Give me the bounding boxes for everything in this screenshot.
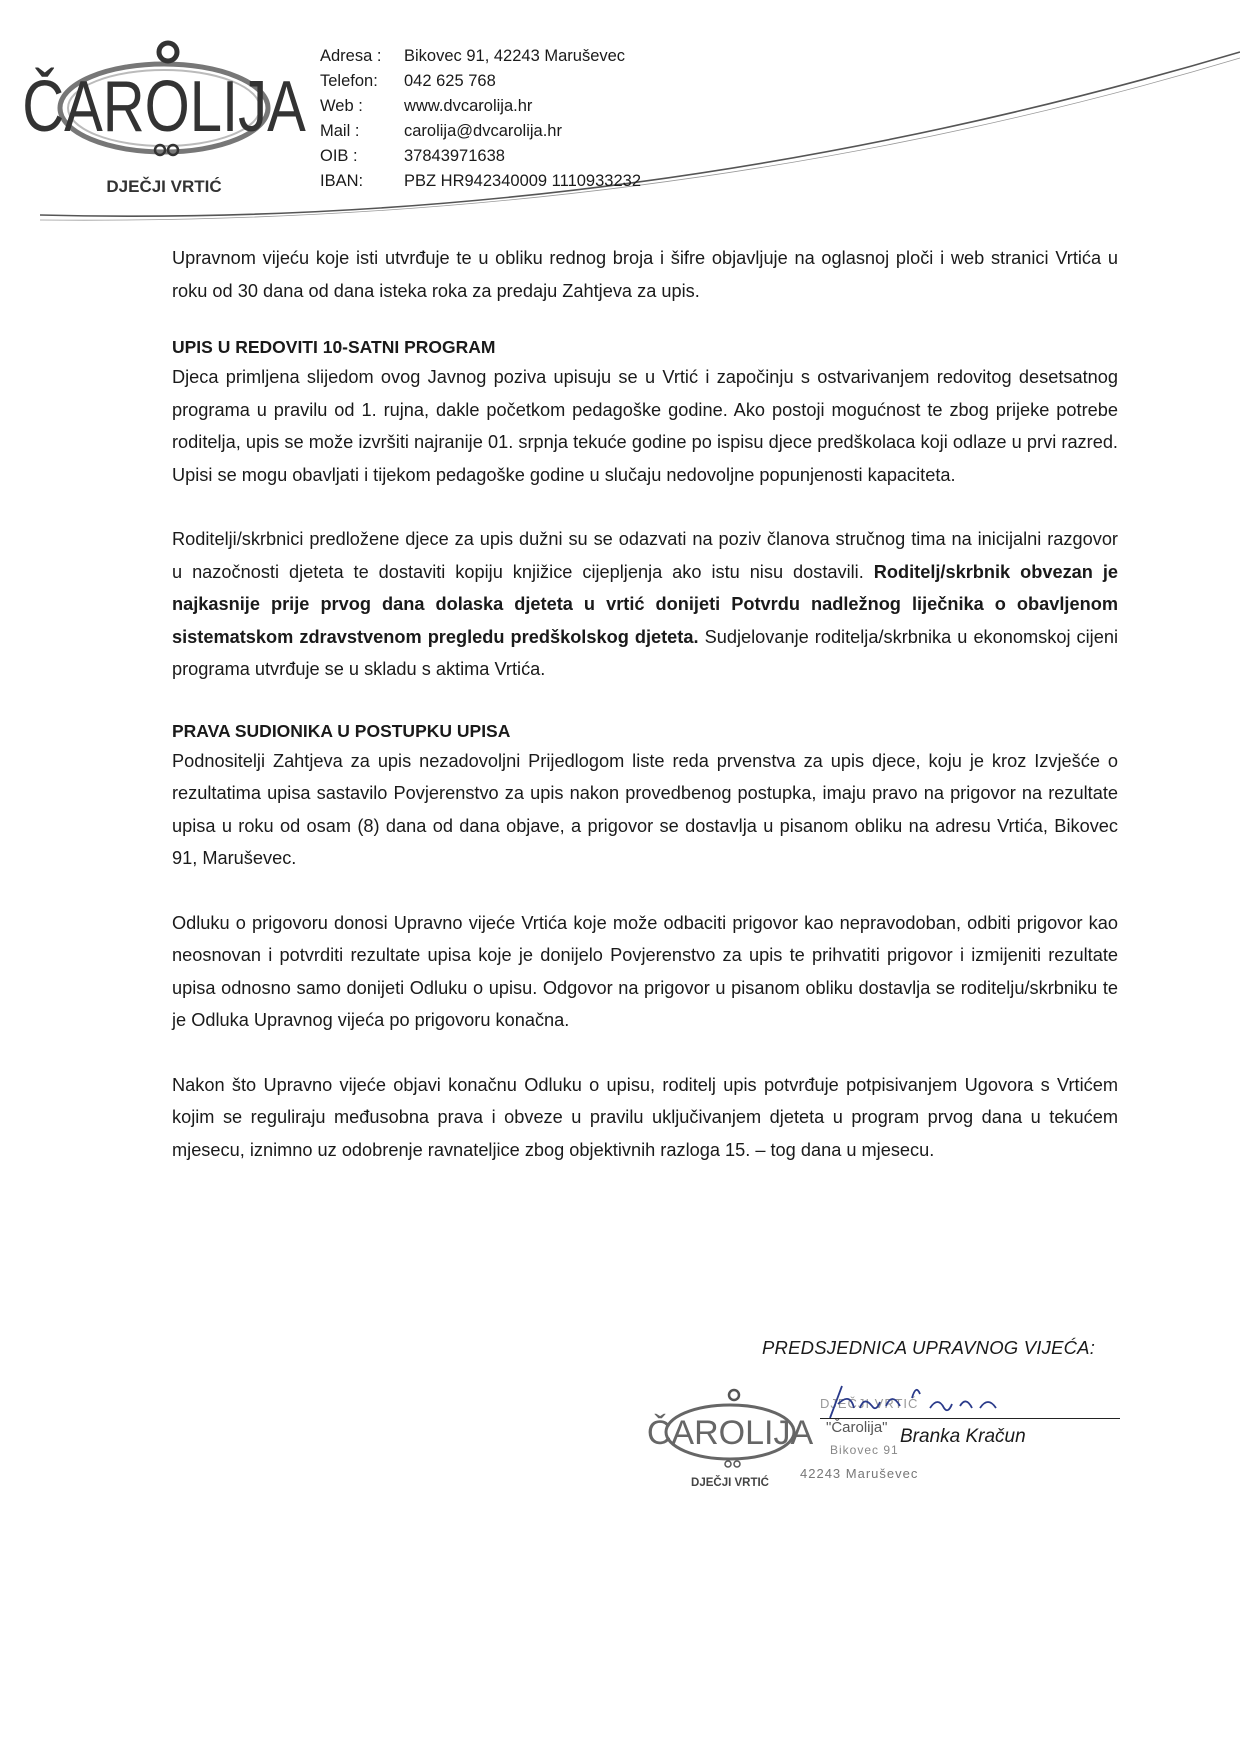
program-paragraph-2-start: Roditelji/skrbnici predložene djece za upis dužni su se odazvati na poziv članova stručnog tima na inicijalni razgovor u nazočnosti djeteta te dostaviti kopiju knjižice cijepljenja ako istu nisu dostavili.	[172, 529, 1118, 582]
contact-row-iban: IBAN: PBZ HR942340009 1110933232	[320, 172, 641, 190]
svg-text:ČAROLIJA: ČAROLIJA	[646, 1414, 814, 1452]
program-paragraph-2	[172, 523, 1118, 686]
program-paragraph-2-bold: Roditelj/skrbnik obvezan je najkasnije prije prvog dana dolaska djeteta u vrtić donijeti Potvrdu nadležnog liječnika o obavljenom sistematskom zdravstvenom pregledu predškolskog djeteta.	[172, 561, 1118, 647]
contact-row-web: Web : www.dvcarolija.hr	[320, 97, 533, 115]
program-paragraph-2-end: Sudjelovanje roditelja/skrbnika u ekonomskoj cijeni programa utvrđuje se u skladu s aktima Vrtića.	[172, 626, 1118, 679]
section-heading-rights: PRAVA SUDIONIKA U POSTUPKU UPISA	[172, 720, 511, 741]
signer-name: Branka Kračun	[900, 1426, 1026, 1447]
logo	[22, 40, 306, 205]
rights-paragraph-2: Odluku o prigovoru donosi Upravno vijeće Vrtića koje može odbaciti prigovor kao nepravodoban, odbiti prigovor kao neosnovan i potvrditi rezultate upisa koje je donijelo Povjerenstvo za upis te prihvatiti prigovor i izmijeniti rezultate upisa odnosno samo donijeti Odluku o upisu. Odgovor na prigovor u pisanom obliku dostavlja se roditelju/skrbniku te je Odluka Upravnog vijeća po prigovoru konačna.	[172, 912, 1118, 1030]
section-heading-program: UPIS U REDOVITI 10-SATNI PROGRAM	[172, 337, 496, 357]
rights-paragraph-3: Nakon što Upravno vijeće objavi konačnu Odluku o upisu, roditelj upis potvrđuje potpisivanjem Ugovora s Vrtićem kojim se reguliraju međusobna prava i obveze u pravilu uključivanjem djeteta u program prvog dana u tekućem mjesecu, iznimno uz odobrenje ravnateljice zbog objektivnih razloga 15. – tog dana u mjesecu.	[172, 1074, 1118, 1160]
contact-block	[320, 44, 641, 194]
contact-row-oib: OIB : 37843971638	[320, 147, 505, 165]
svg-text:42243 Maruševec: 42243 Maruševec	[800, 1466, 919, 1481]
svg-text:DJEČJI VRTIĆ: DJEČJI VRTIĆ	[691, 1477, 769, 1489]
intro-paragraph: Upravnom vijeću koje isti utvrđuje te u obliku rednog broja i šifre objavljuje na oglasnoj ploči i web stranici Vrtića u roku od 30 dana od dana isteka roka za predaju Zahtjeva za upis.	[172, 248, 1118, 301]
rights-paragraph-1: Podnositelji Zahtjeva za upis nezadovoljni Prijedlogom liste reda prvenstva za upis djece, koju je kroz Izvješće o rezultatima upisa sastavilo Povjerenstvo za upis nakon provedbenog postupka, imaju pravo na prigovor na rezultate upisa u roku od osam (8) dana od dana objave, a prigovor se dostavlja u pisanom obliku na adresu Vrtića, Bikovec 91, Maruševec.	[172, 750, 1118, 868]
contact-row-mail: Mail : carolija@dvcarolija.hr	[320, 122, 562, 140]
program-paragraph-1: Djeca primljena slijedom ovog Javnog poziva upisuju se u Vrtić i započinju s ostvarivanjem redovitog desetsatnog programa u pravilu od 1. rujna, dakle početkom pedagoške godine. Ako postoji mogućnost te zbog prijeke potrebe roditelja, upis se može izvršiti najranije 01. srpnja tekuće godine po ispisu djece predškolaca koji odlaze u prvi razred. Upisi se mogu obavljati i tijekom pedagoške godine u slučaju nedovoljne popunjenosti kapaciteta.	[172, 367, 1118, 485]
svg-text:DJEČJI VRTIĆ: DJEČJI VRTIĆ	[820, 1396, 919, 1411]
signature-title: PREDSJEDNICA UPRAVNOG VIJEĆA:	[762, 1337, 1096, 1358]
contact-row-phone: Telefon: 042 625 768	[320, 72, 496, 90]
contact-row-address: Adresa : Bikovec 91, 42243 Maruševec	[320, 47, 626, 65]
svg-text:DJEČJI VRTIĆ: DJEČJI VRTIĆ	[106, 177, 222, 196]
document-body	[172, 242, 1118, 1166]
svg-text:ČAROLIJA: ČAROLIJA	[22, 66, 306, 147]
svg-text:Bikovec 91: Bikovec 91	[830, 1443, 899, 1457]
signature-line	[820, 1418, 1120, 1419]
svg-text:"Čarolija": "Čarolija"	[826, 1419, 888, 1436]
